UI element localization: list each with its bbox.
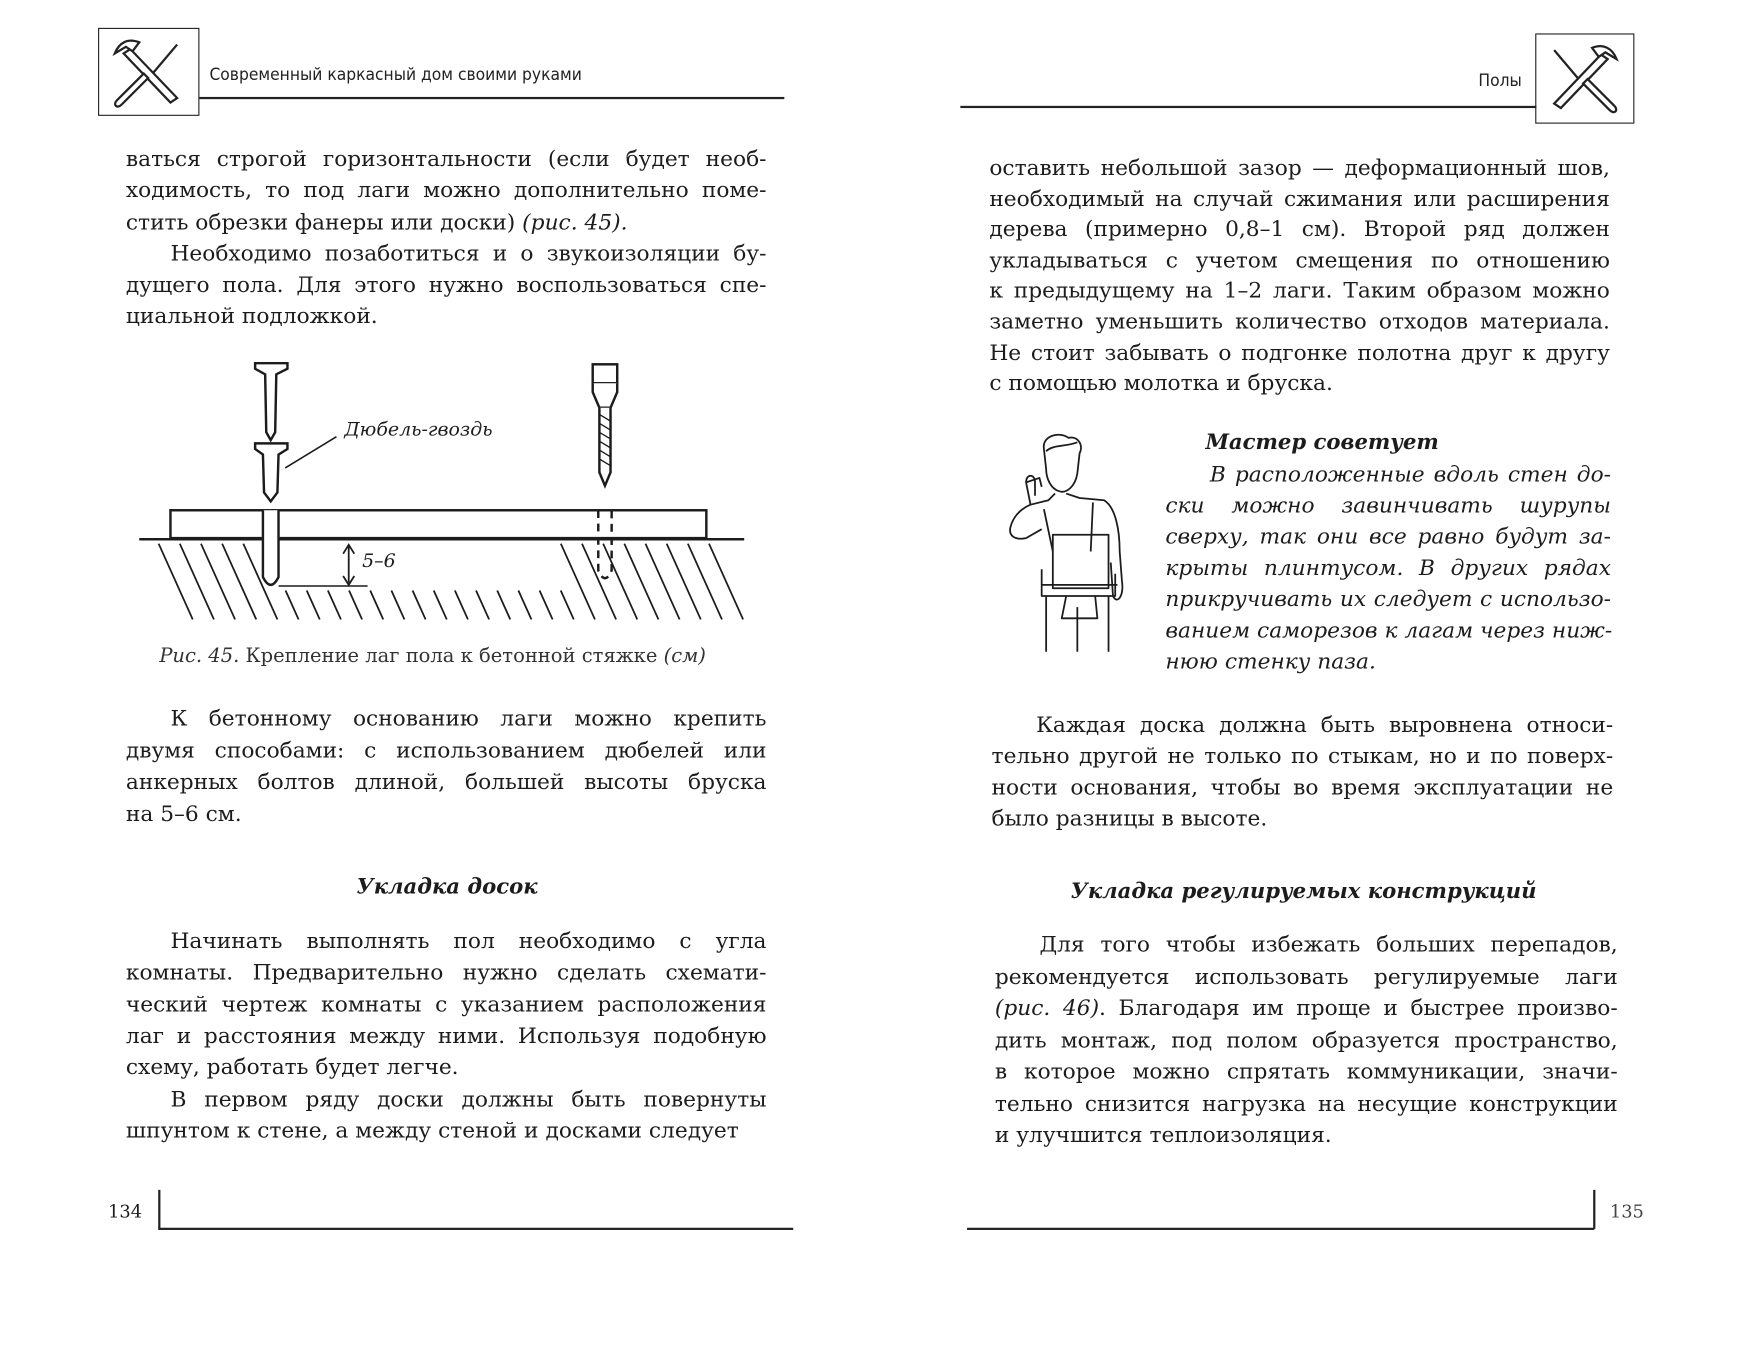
text-line: необходимый на случай сжимания или расширения — [989, 185, 1610, 212]
running-head-left: Современный каркасный дом своими руками — [209, 64, 582, 85]
text-line: укладываться с учетом смещения по отношению — [989, 247, 1610, 273]
text-line: с помощью молотка и бруска. — [989, 370, 1333, 396]
text-line: крыты плинтусом. В других рядах — [1165, 554, 1611, 581]
text-line: К бетонному основанию лаги можно крепить — [170, 705, 767, 731]
hatch-line — [667, 544, 701, 620]
text-line: схему, работать будет легче. — [125, 1054, 459, 1080]
text-segment: . Благодаря им проще и быстрее произво- — [1099, 994, 1618, 1021]
text-line: нюю стенку паза. — [1165, 648, 1376, 675]
hatch-line — [646, 544, 680, 620]
text-line: на 5–6 см. — [125, 801, 242, 827]
header-rule-left — [199, 97, 784, 99]
caption-unit: (см) — [663, 645, 706, 668]
footer-rule-right-vertical — [1593, 1190, 1595, 1229]
text-line: циальной подложкой. — [125, 303, 378, 329]
master-illustration — [997, 429, 1142, 657]
hatch-line — [518, 590, 531, 619]
dowel-nail-top — [255, 363, 287, 440]
text-line: Каждая доска должна быть выровнена относи- — [1036, 711, 1614, 738]
text-line: заметно уменьшить количество отходов материала. — [989, 308, 1610, 335]
footer-rule-left-vertical — [158, 1190, 160, 1229]
running-head-right: Полы — [1478, 70, 1522, 91]
tip-title: Мастер советует — [1205, 430, 1439, 455]
tools-logo-box-right — [1535, 33, 1634, 123]
figure-45-diagram — [123, 351, 769, 630]
hatch-line — [540, 590, 553, 619]
hatch-line — [222, 544, 256, 620]
footer-rule-left — [158, 1228, 793, 1230]
hatch-line — [328, 590, 341, 619]
hammer-screwdriver-icon — [1536, 35, 1632, 122]
text-line: лаг и расстояния между ними. Используя подобную — [125, 1022, 767, 1049]
hatch-line — [349, 590, 362, 619]
hatch-line — [307, 590, 320, 619]
hatch-line — [159, 544, 193, 620]
hatch-line — [413, 590, 426, 619]
hatch-line — [201, 544, 235, 620]
hatch-line — [497, 590, 510, 619]
header-rule-right — [960, 106, 1536, 108]
text-line: ческий чертеж комнаты с указанием расположения — [125, 991, 767, 1017]
figure-label-dowel-nail: Дюбель-гвоздь — [344, 418, 493, 442]
text-line — [126, 208, 767, 237]
text-line: анкерных болтов длиной, большей высоты бруска — [125, 769, 767, 795]
hatch-line — [391, 590, 404, 619]
dowel-nail-embedded — [263, 510, 279, 585]
text-line: шпунтом к стене, а между стеной и досками следует — [125, 1117, 739, 1144]
text-line: оставить небольшой зазор — деформационный шов, — [989, 154, 1610, 181]
text-line: дерева (примерно 0,8–1 см). Второй ряд должен — [989, 216, 1610, 242]
text-line: сверху, так они все равно будут за- — [1165, 523, 1611, 550]
text-line: В первом ряду доски должны быть повернуты — [170, 1086, 767, 1112]
section-heading-adjustable: Укладка регулируемых конструкций — [1070, 879, 1537, 904]
text-line: комнаты. Предварительно нужно сделать схемати- — [125, 959, 767, 986]
page-number-right: 135 — [1609, 1200, 1644, 1223]
text-line: ванием саморезов к лагам через ниж- — [1165, 617, 1613, 643]
text-line: Не стоит забывать о подгонке полотна друг к другу — [989, 339, 1610, 365]
text-line: прикручивать их следует с использо- — [1165, 586, 1611, 612]
hatch-line — [370, 590, 383, 619]
dowel-nail-middle — [255, 443, 287, 501]
text-line: тельно снизится нагрузка на несущие конструкции — [994, 1090, 1618, 1116]
hatch-line — [709, 544, 743, 620]
text-line: в которое можно спрятать коммуникации, значи- — [994, 1058, 1618, 1085]
hatch-line — [688, 544, 722, 620]
text-line: двумя способами: с использованием дюбелей или — [125, 737, 767, 763]
text-line — [1039, 930, 1617, 959]
text-line: В расположенные вдоль стен до- — [1209, 461, 1611, 487]
text-line: дущего пола. Для этого нужно воспользоваться спе- — [125, 271, 767, 298]
figure-dimension-label: 5–6 — [362, 550, 396, 573]
text-line: было разницы в высоте. — [991, 805, 1268, 832]
hatch-line — [180, 544, 214, 620]
page-number-left: 134 — [108, 1200, 143, 1223]
hammer-screwdriver-icon — [99, 29, 197, 114]
footer-rule-right — [967, 1228, 1594, 1230]
text-line: Начинать выполнять пол необходимо с угла — [170, 928, 767, 954]
text-segment: стить обрезки фанеры или доски) — [125, 208, 523, 235]
caption-prefix: Рис. 45. — [159, 645, 240, 668]
text-line: и улучшится теплоизоляция. — [994, 1121, 1332, 1148]
hatch-line — [624, 544, 658, 620]
text-line: ности основания, чтобы во время эксплуатации не — [991, 774, 1614, 800]
figure-caption — [159, 645, 706, 667]
hatch-line — [476, 590, 489, 619]
text-line: ходимость, то под лаги можно дополнительно поме- — [125, 177, 767, 204]
hatch-line — [286, 590, 299, 619]
hatch-line — [561, 590, 574, 619]
section-heading-laying-boards: Укладка досок — [356, 874, 538, 900]
figure-reference: (рис. 45). — [522, 208, 628, 235]
hatch-line — [434, 590, 447, 619]
text-line — [995, 994, 1618, 1023]
text-segment: Для того чтобы избежать больших перепадов, — [1039, 931, 1618, 958]
label-leader — [285, 437, 336, 468]
figure-reference: (рис. 46) — [994, 994, 1100, 1021]
concrete-hatching — [159, 544, 743, 620]
text-line: рекомендуется использовать регулируемые лаги — [994, 963, 1618, 989]
text-line: ски можно завинчивать шурупы — [1165, 492, 1611, 519]
text-line: Необходимо позаботиться и о звукоизоляции бу- — [170, 240, 767, 267]
text-line: ваться строгой горизонтальности (если будет необ- — [125, 145, 767, 172]
tools-logo-box-left — [98, 28, 199, 116]
hatch-line — [561, 544, 595, 620]
text-line: тельно другой не только по стыкам, но и по поверх- — [991, 743, 1614, 769]
text-line: дить монтаж, под полом образуется пространство, — [994, 1026, 1618, 1053]
joist-board — [170, 510, 706, 538]
hatch-line — [603, 544, 637, 620]
caption-text: Крепление лаг пола к бетонной стяжке — [239, 645, 664, 668]
text-line: к предыдущему на 1–2 лаги. Таким образом можно — [989, 277, 1610, 304]
hatch-line — [455, 590, 468, 619]
